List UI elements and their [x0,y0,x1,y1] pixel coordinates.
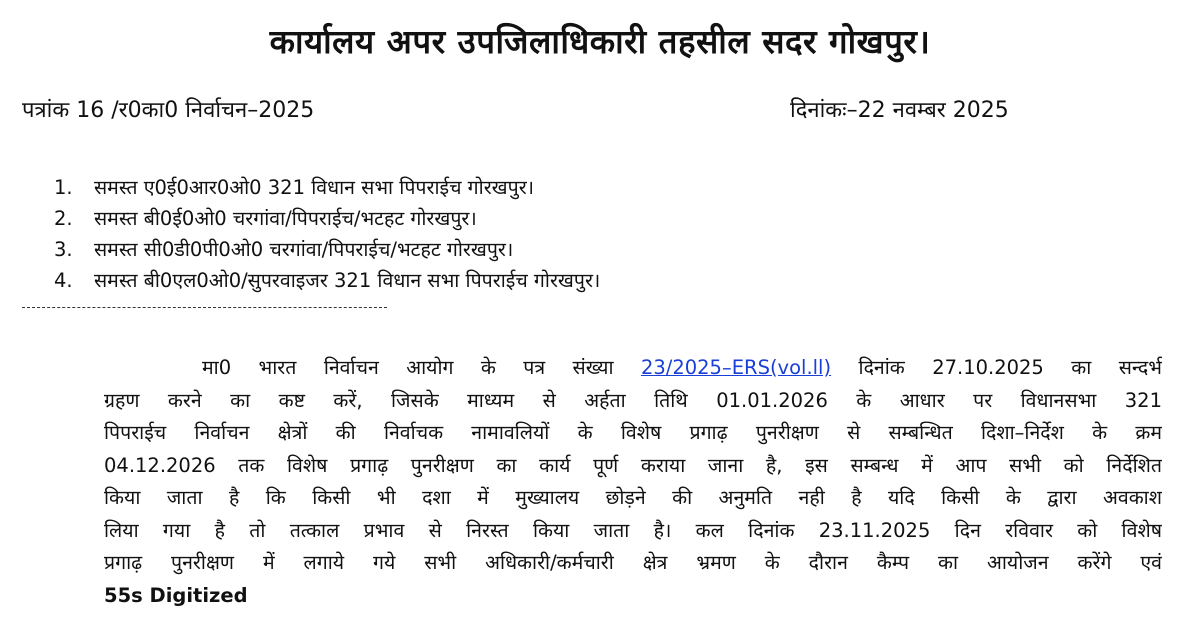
paragraph-text: दिनांक 27.10.2025 का सन्दर्भ [831,356,1162,379]
list-item-text: समस्त बी0ई0ओ0 चरगांवा/पिपराईच/भटहट गोरखपुर। [94,207,477,230]
list-item [54,172,1154,203]
paragraph-line: प्रगाढ़ पुनरीक्षण में लगाये गये सभी अधिकारी/कर्मचारी क्षेत्र भ्रमण के दौरान कैम्प का आयोजन करेंगे एवं [104,551,1162,574]
paragraph-line: 04.12.2026 तक विशेष प्रगाढ़ पुनरीक्षण का कार्य पूर्ण कराया जाना है, इस सम्बन्ध में आप सभी को निर्देशित [104,453,1162,477]
section-divider [22,307,387,308]
list-item-text: समस्त ए0ई0आर0ओ0 321 विधान सभा पिपराईच गोरखपुर। [94,176,535,199]
body-paragraph [104,352,1162,612]
paragraph-line-cut-off: 55s Digitized [104,583,248,607]
office-title: कार्यालय अपर उपजिलाधिकारी तहसील सदर गोखपुर। [269,22,931,61]
paragraph-line: लिया गया है तो तत्काल प्रभाव से निरस्त किया जाता है। कल दिनांक 23.11.2025 दिन रविवार को विशेष [104,518,1162,542]
list-item [54,265,1154,296]
paragraph-line: पिपराईच निर्वाचन क्षेत्रों की निर्वाचक नामावलियों के विशेष प्रगाढ़ पुनरीक्षण से सम्बन्धित दिशा–निर्देश के क्रम [104,421,1162,444]
letter-reference: पत्रांक 16 /र0का0 निर्वाचन–2025 [22,98,315,123]
list-item [54,203,1154,234]
paragraph-line: ग्रहण करने का कष्ट करें, जिसके माध्यम से अर्हता तिथि 01.01.2026 के आधार पर विधानसभा 321 [104,388,1162,412]
recipient-list [54,172,1154,296]
list-item [54,234,1154,265]
list-item-text: समस्त सी0डी0पी0ओ0 चरगांवा/पिपराईच/भटहट गोरखपुर। [94,238,514,261]
list-item-number: 3. [54,238,73,261]
letter-number-link[interactable]: 23/2025–ERS(vol.ll) [640,356,832,379]
list-item-number: 1. [54,176,73,199]
list-item-number: 4. [54,269,73,292]
paragraph-line: किया जाता है कि किसी भी दशा में मुख्यालय छोड़ने की अनुमति नही है यदि किसी के द्वारा अवकाश [104,486,1162,509]
list-item-number: 2. [54,207,73,230]
list-item-text: समस्त बी0एल0ओ0/सुपरवाइजर 321 विधान सभा पिपराईच गोरखपुर। [94,269,601,292]
letter-date: दिनांकः–22 नवम्बर 2025 [790,98,1009,123]
paragraph-text: मा0 भारत निर्वाचन आयोग के पत्र संख्या [202,356,641,379]
paragraph-line [104,352,1162,385]
